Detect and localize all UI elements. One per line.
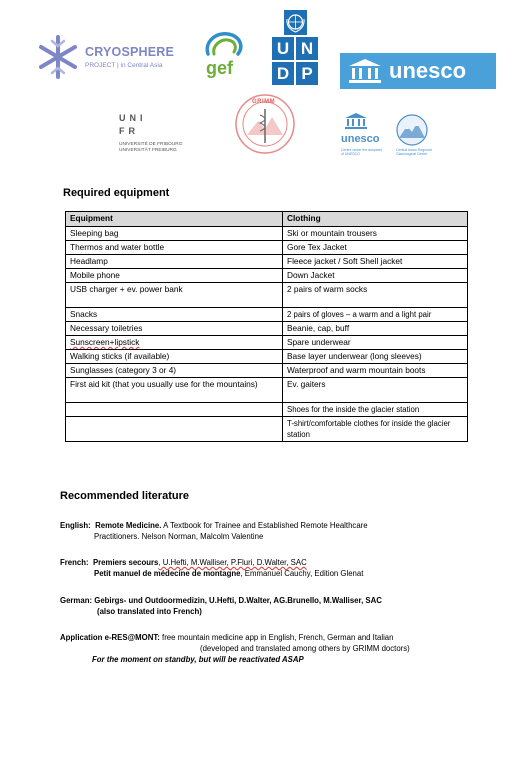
- temple-small-icon: [344, 112, 368, 130]
- undp-letter-p: P: [296, 62, 318, 85]
- clothing-cell: Fleece jacket / Soft Shell jacket: [283, 255, 468, 269]
- cryosphere-subtitle: PROJECT | in Central Asia: [85, 62, 163, 69]
- unesco-center-text: unesco: [341, 133, 380, 145]
- german-title: Gebirgs- und Outdoormedizin, U.Hefti, D.Walter, AG.Brunello, M.Walliser, SAC: [94, 596, 382, 605]
- application-developers: (developed and translated among others by GRIMM doctors): [200, 644, 410, 653]
- glacier-center-emblem-icon: [394, 114, 430, 146]
- table-row: [66, 350, 468, 364]
- equipment-table: [65, 211, 468, 442]
- clothing-cell: Down Jacket: [283, 269, 468, 283]
- clothing-cell: Beanie, cap, buff: [283, 322, 468, 336]
- equipment-cell: Thermos and water bottle: [66, 241, 283, 255]
- un-emblem-cell: [284, 10, 307, 35]
- german-label: German:: [60, 596, 93, 605]
- clothing-cell: Spare underwear: [283, 336, 468, 350]
- gef-logo: [202, 30, 246, 82]
- equipment-cell: USB charger + ev. power bank: [66, 283, 283, 308]
- table-row: [66, 283, 468, 308]
- french-title-1: Premiers secours: [92, 558, 159, 567]
- unifr-line1: UNI: [119, 113, 147, 123]
- equipment-cell: Walking sticks (if available): [66, 350, 283, 364]
- english-description: A Textbook for Trainee and Established Remote Healthcare: [163, 521, 368, 530]
- table-row: [66, 417, 468, 442]
- equipment-cell: [66, 417, 283, 442]
- un-emblem-icon: [284, 10, 307, 35]
- french-authors-2: , Emmanuel Cauchy, Edition Glenat: [240, 569, 364, 578]
- clothing-cell: Gore Tex Jacket: [283, 241, 468, 255]
- undp-letter-d: D: [272, 62, 294, 85]
- table-row: [66, 364, 468, 378]
- undp-letter-u: U: [272, 37, 294, 60]
- equipment-cell: Snacks: [66, 308, 283, 322]
- clothing-cell: Waterproof and warm mountain boots: [283, 364, 468, 378]
- temple-icon: [347, 57, 383, 85]
- column-header-equipment: Equipment: [66, 212, 283, 227]
- equipment-cell: Sunglasses (category 3 or 4): [66, 364, 283, 378]
- german-translation-text: (also translated into French): [97, 607, 202, 616]
- french-label: French:: [60, 558, 89, 567]
- snowflake-icon: [33, 32, 83, 82]
- table-row: [66, 308, 468, 322]
- clothing-cell: 2 pairs of warm socks: [283, 283, 468, 308]
- table-row: [66, 255, 468, 269]
- clothing-cell: Shoes for the inside the glacier station: [283, 403, 468, 417]
- cryosphere-project-logo: [33, 32, 183, 82]
- english-title: Remote Medicine.: [95, 521, 162, 530]
- french-title-2: Petit manuel de médecine de montagne: [94, 569, 241, 578]
- french-authors-1: , U.Hefti, M.Walliser, P.Fluri, D.Walter, SAC: [158, 558, 307, 567]
- unesco-center-caption-right: Central Asian Regional Glaciological Centre: [396, 148, 432, 156]
- grimm-logo: [234, 93, 296, 155]
- required-equipment-heading: Required equipment: [63, 187, 170, 199]
- equipment-cell: Necessary toiletries: [66, 322, 283, 336]
- equipment-text: Sunscreen+lipstick: [70, 337, 140, 347]
- application-standby-note: For the moment on standby, but will be reactivated ASAP: [92, 655, 304, 664]
- english-authors: Practitioners. Nelson Norman, Malcolm Valentine: [94, 532, 264, 541]
- clothing-cell: 2 pairs of gloves – a warm and a light pair: [283, 308, 468, 322]
- clothing-cell: T-shirt/comfortable clothes for inside the glacier station: [283, 417, 468, 442]
- table-row: [66, 336, 468, 350]
- recommended-literature-heading: Recommended literature: [60, 490, 189, 502]
- application-label: Application e-RES@MONT:: [60, 633, 160, 642]
- unesco-center-caption-left: Centre under the auspices of UNESCO: [341, 148, 383, 156]
- unesco-text: unesco: [389, 58, 467, 83]
- undp-letter-n: N: [296, 37, 318, 60]
- equipment-cell: Mobile phone: [66, 269, 283, 283]
- clothing-cell: Ski or mountain trousers: [283, 227, 468, 241]
- equipment-cell: Sleeping bag: [66, 227, 283, 241]
- clothing-cell: Base layer underwear (long sleeves): [283, 350, 468, 364]
- table-row: [66, 322, 468, 336]
- literature-english-line1: [60, 520, 368, 531]
- application-description: free mountain medicine app in English, French, German and Italian: [162, 633, 394, 642]
- literature-application-line1: [60, 632, 393, 643]
- table-row: [66, 227, 468, 241]
- german-translation-note: [97, 606, 202, 617]
- column-header-clothing: Clothing: [283, 212, 468, 227]
- unifr-subtitle-fr: UNIVERSITÉ DE FRIBOURG: [119, 142, 183, 147]
- unifr-logo: [116, 113, 194, 163]
- unesco-center-logo: [340, 112, 432, 162]
- gef-text: gef: [206, 58, 233, 78]
- table-row: [66, 378, 468, 403]
- equipment-cell: [66, 403, 283, 417]
- literature-german-line1: [60, 595, 382, 606]
- english-label: English:: [60, 521, 91, 530]
- equipment-cell: [66, 336, 283, 350]
- cryosphere-name: CRYOSPHERE: [85, 45, 175, 59]
- grimm-text: GRIMM: [252, 99, 276, 105]
- unesco-logo: [340, 53, 496, 89]
- unifr-subtitle-de: UNIVERSITÄT FREIBURG: [119, 148, 177, 153]
- table-row: [66, 241, 468, 255]
- undp-logo: [272, 10, 319, 87]
- table-row: [66, 269, 468, 283]
- literature-french-line1: [60, 557, 307, 568]
- equipment-cell: First aid kit (that you usually use for the mountains): [66, 378, 283, 403]
- unifr-line2: FR: [119, 126, 139, 136]
- clothing-cell: Ev. gaiters: [283, 378, 468, 403]
- table-row: [66, 403, 468, 417]
- literature-french-line2: [94, 568, 363, 579]
- table-header-row: [66, 212, 468, 227]
- equipment-cell: Headlamp: [66, 255, 283, 269]
